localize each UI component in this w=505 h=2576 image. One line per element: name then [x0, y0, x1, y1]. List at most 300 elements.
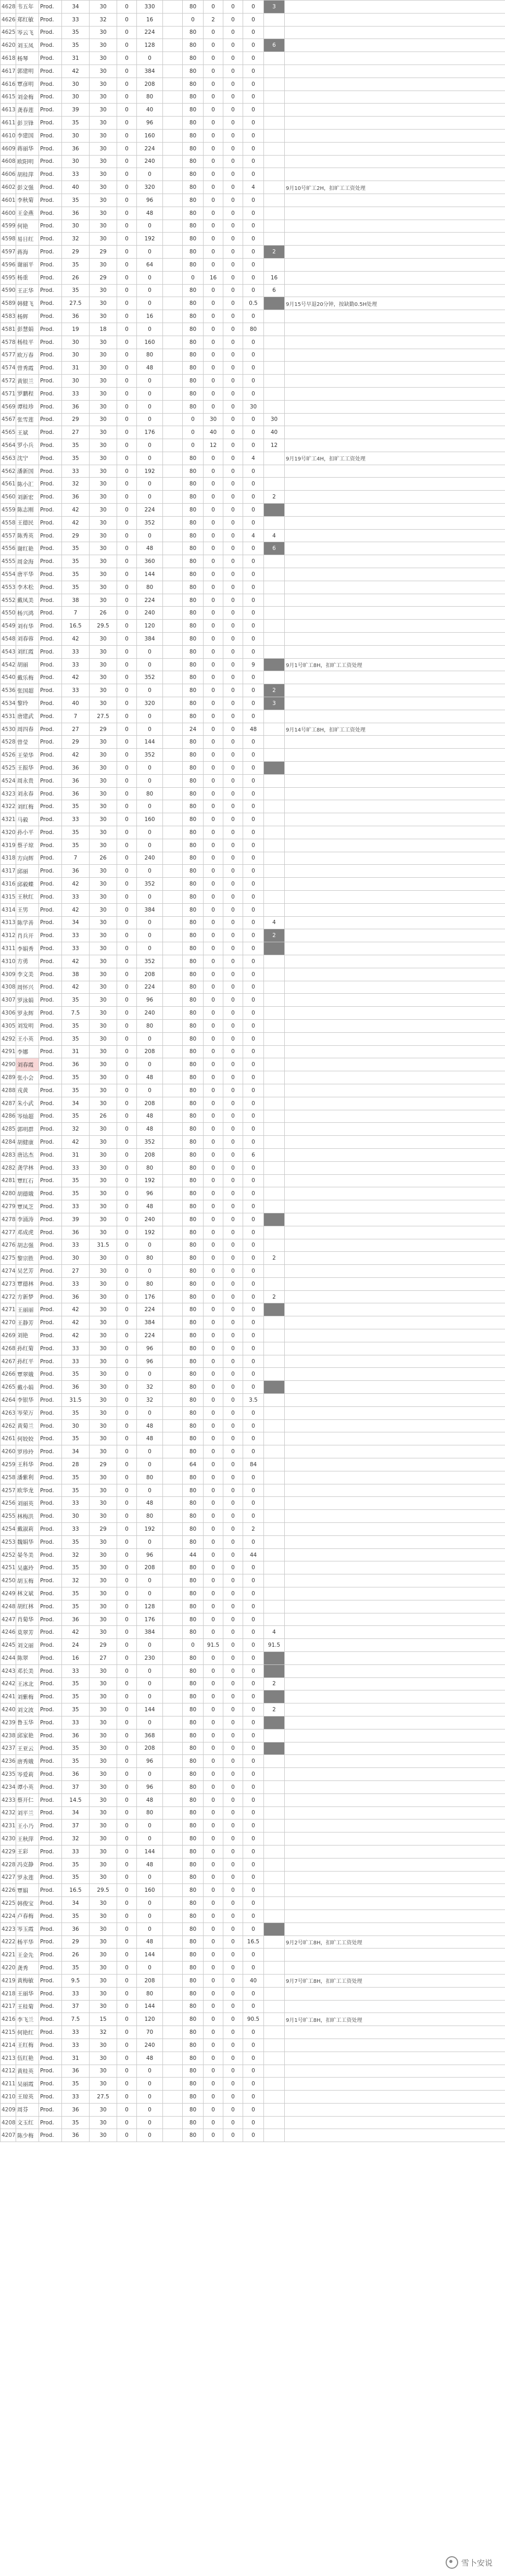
- table-cell[interactable]: 0: [204, 1858, 223, 1871]
- table-cell[interactable]: 0: [223, 1510, 243, 1523]
- table-cell[interactable]: 4278: [1, 1213, 16, 1226]
- table-cell[interactable]: 30: [90, 1019, 117, 1032]
- table-cell[interactable]: 30: [90, 1148, 117, 1161]
- table-cell[interactable]: 4525: [1, 762, 16, 775]
- table-cell[interactable]: 30: [90, 658, 117, 671]
- table-cell[interactable]: 0: [243, 155, 264, 168]
- table-cell[interactable]: [163, 65, 183, 78]
- table-cell[interactable]: 0: [117, 413, 137, 426]
- table-cell[interactable]: 0: [243, 1432, 264, 1445]
- table-cell[interactable]: [163, 620, 183, 633]
- table-cell[interactable]: 0: [117, 1071, 137, 1084]
- table-cell[interactable]: 4228: [1, 1858, 16, 1871]
- table-cell[interactable]: 4231: [1, 1819, 16, 1832]
- table-cell[interactable]: 48: [137, 542, 163, 555]
- table-cell[interactable]: 邱毅蝶: [16, 878, 39, 891]
- table-cell[interactable]: 0: [243, 1123, 264, 1136]
- table-cell[interactable]: [163, 1342, 183, 1355]
- table-cell[interactable]: [285, 233, 505, 246]
- table-cell[interactable]: 0: [117, 2039, 137, 2052]
- table-cell[interactable]: 4256: [1, 1497, 16, 1510]
- table-cell[interactable]: 6: [264, 284, 285, 297]
- table-cell[interactable]: Prod.: [39, 710, 62, 723]
- table-cell[interactable]: 80: [137, 1252, 163, 1265]
- table-cell[interactable]: [264, 1768, 285, 1781]
- table-cell[interactable]: 48: [137, 207, 163, 220]
- table-cell[interactable]: [163, 1032, 183, 1045]
- table-cell[interactable]: Prod.: [39, 336, 62, 349]
- table-cell[interactable]: [285, 1432, 505, 1445]
- table-cell[interactable]: 0: [204, 1226, 223, 1239]
- table-cell[interactable]: 80: [183, 1497, 204, 1510]
- table-cell[interactable]: [285, 852, 505, 865]
- table-cell[interactable]: 35: [62, 1703, 90, 1716]
- table-cell[interactable]: 80: [183, 1626, 204, 1639]
- table-cell[interactable]: 0: [137, 762, 163, 775]
- table-cell[interactable]: 0: [223, 310, 243, 323]
- table-cell[interactable]: 0: [137, 916, 163, 929]
- table-cell[interactable]: 80: [183, 1845, 204, 1858]
- table-cell[interactable]: 224: [137, 26, 163, 39]
- table-cell[interactable]: [163, 1252, 183, 1265]
- table-cell[interactable]: 谢红艳: [16, 542, 39, 555]
- table-cell[interactable]: [285, 1329, 505, 1342]
- table-cell[interactable]: [285, 1535, 505, 1548]
- table-cell[interactable]: 0: [243, 387, 264, 400]
- table-cell[interactable]: [264, 1871, 285, 1884]
- table-cell[interactable]: 30: [90, 942, 117, 955]
- table-cell[interactable]: 0: [117, 323, 137, 336]
- table-cell[interactable]: 0: [243, 271, 264, 284]
- table-cell[interactable]: [163, 594, 183, 607]
- table-cell[interactable]: 0: [204, 594, 223, 607]
- table-cell[interactable]: 0: [243, 929, 264, 942]
- table-cell[interactable]: 0: [243, 478, 264, 491]
- table-cell[interactable]: [264, 1471, 285, 1484]
- table-cell[interactable]: 陈学善: [16, 916, 39, 929]
- table-cell[interactable]: [163, 1780, 183, 1793]
- table-cell[interactable]: 0: [137, 1406, 163, 1419]
- table-cell[interactable]: 0: [204, 1329, 223, 1342]
- table-cell[interactable]: 0: [117, 1265, 137, 1278]
- table-cell[interactable]: [264, 207, 285, 220]
- table-cell[interactable]: 0: [204, 1535, 223, 1548]
- table-cell[interactable]: Prod.: [39, 117, 62, 130]
- table-cell[interactable]: Prod.: [39, 1845, 62, 1858]
- table-cell[interactable]: Prod.: [39, 400, 62, 413]
- table-cell[interactable]: [264, 1780, 285, 1793]
- table-cell[interactable]: 0: [223, 568, 243, 581]
- table-cell[interactable]: 0: [137, 723, 163, 736]
- table-cell[interactable]: Prod.: [39, 1355, 62, 1368]
- table-cell[interactable]: [285, 568, 505, 581]
- table-cell[interactable]: 0: [204, 1136, 223, 1149]
- table-cell[interactable]: Prod.: [39, 1742, 62, 1755]
- table-cell[interactable]: 0: [223, 581, 243, 594]
- table-cell[interactable]: 30: [90, 104, 117, 117]
- table-cell[interactable]: 0: [243, 1535, 264, 1548]
- table-cell[interactable]: 0: [204, 400, 223, 413]
- table-cell[interactable]: 0: [223, 736, 243, 749]
- table-cell[interactable]: 0: [183, 271, 204, 284]
- table-cell[interactable]: [264, 1987, 285, 2000]
- table-cell[interactable]: 0: [117, 1600, 137, 1613]
- table-cell[interactable]: 0: [204, 813, 223, 826]
- table-cell[interactable]: [163, 762, 183, 775]
- table-cell[interactable]: 42: [62, 1303, 90, 1316]
- table-cell[interactable]: 0: [243, 1574, 264, 1587]
- table-cell[interactable]: [264, 1510, 285, 1523]
- table-cell[interactable]: 0: [117, 491, 137, 504]
- table-cell[interactable]: [264, 2091, 285, 2104]
- table-cell[interactable]: 80: [183, 233, 204, 246]
- table-cell[interactable]: 李秋菊: [16, 194, 39, 207]
- table-cell[interactable]: [163, 684, 183, 697]
- table-cell[interactable]: 30: [90, 1174, 117, 1187]
- table-cell[interactable]: 0: [183, 439, 204, 452]
- table-cell[interactable]: [163, 2091, 183, 2104]
- table-cell[interactable]: 0: [117, 2129, 137, 2142]
- table-cell[interactable]: 0: [243, 620, 264, 633]
- table-cell[interactable]: 李建国: [16, 129, 39, 142]
- table-cell[interactable]: 80: [183, 594, 204, 607]
- table-cell[interactable]: 80: [183, 1071, 204, 1084]
- table-cell[interactable]: 4218: [1, 1987, 16, 2000]
- table-cell[interactable]: 4307: [1, 994, 16, 1007]
- table-cell[interactable]: [163, 375, 183, 388]
- table-cell[interactable]: 4235: [1, 1768, 16, 1781]
- table-cell[interactable]: Prod.: [39, 2013, 62, 2026]
- table-cell[interactable]: 马毅: [16, 813, 39, 826]
- table-cell[interactable]: 0: [204, 65, 223, 78]
- table-cell[interactable]: 0: [204, 684, 223, 697]
- table-cell[interactable]: 80: [183, 1858, 204, 1871]
- table-cell[interactable]: 44: [183, 1548, 204, 1561]
- table-cell[interactable]: 王正华: [16, 284, 39, 297]
- table-cell[interactable]: 4310: [1, 955, 16, 968]
- table-cell[interactable]: 0: [243, 2000, 264, 2013]
- table-cell[interactable]: 4628: [1, 1, 16, 14]
- table-cell[interactable]: 80: [183, 1471, 204, 1484]
- table-cell[interactable]: [163, 1174, 183, 1187]
- table-cell[interactable]: 胡红林: [16, 1600, 39, 1613]
- table-cell[interactable]: [264, 1962, 285, 1975]
- table-cell[interactable]: 4214: [1, 2039, 16, 2052]
- table-cell[interactable]: [285, 1716, 505, 1729]
- table-cell[interactable]: 144: [137, 568, 163, 581]
- table-cell[interactable]: 0: [204, 1123, 223, 1136]
- table-cell[interactable]: [163, 1303, 183, 1316]
- table-cell[interactable]: [264, 1729, 285, 1742]
- table-cell[interactable]: 0: [223, 1484, 243, 1497]
- table-cell[interactable]: 0: [204, 246, 223, 259]
- table-cell[interactable]: 80: [183, 555, 204, 568]
- table-cell[interactable]: Prod.: [39, 1923, 62, 1936]
- table-cell[interactable]: 0: [117, 1884, 137, 1897]
- table-cell[interactable]: [285, 39, 505, 52]
- table-cell[interactable]: 35: [62, 1071, 90, 1084]
- table-cell[interactable]: 4247: [1, 1613, 16, 1626]
- table-cell[interactable]: 0: [223, 1858, 243, 1871]
- table-cell[interactable]: 80: [183, 1, 204, 14]
- table-cell[interactable]: 覃德林: [16, 1277, 39, 1290]
- table-cell[interactable]: [264, 1161, 285, 1174]
- table-cell[interactable]: [285, 1484, 505, 1497]
- table-cell[interactable]: Prod.: [39, 375, 62, 388]
- table-cell[interactable]: 3: [264, 697, 285, 710]
- table-cell[interactable]: [285, 1458, 505, 1471]
- table-cell[interactable]: [285, 1884, 505, 1897]
- table-cell[interactable]: 42: [62, 1329, 90, 1342]
- table-cell[interactable]: [163, 491, 183, 504]
- table-cell[interactable]: [264, 1974, 285, 1987]
- table-cell[interactable]: Prod.: [39, 762, 62, 775]
- table-cell[interactable]: 30: [90, 1342, 117, 1355]
- table-cell[interactable]: [163, 1742, 183, 1755]
- table-cell[interactable]: 戴淑莉: [16, 1523, 39, 1536]
- table-cell[interactable]: 0: [243, 1097, 264, 1110]
- table-cell[interactable]: 0: [243, 1045, 264, 1058]
- table-cell[interactable]: 肖菊华: [16, 1613, 39, 1626]
- table-cell[interactable]: [163, 400, 183, 413]
- table-cell[interactable]: Prod.: [39, 1213, 62, 1226]
- table-cell[interactable]: [264, 903, 285, 916]
- table-cell[interactable]: [285, 1123, 505, 1136]
- table-cell[interactable]: 0: [243, 1949, 264, 1962]
- table-cell[interactable]: [285, 1368, 505, 1381]
- table-cell[interactable]: 42: [62, 981, 90, 994]
- table-cell[interactable]: 192: [137, 465, 163, 478]
- table-cell[interactable]: 30: [90, 1768, 117, 1781]
- table-cell[interactable]: 0: [137, 800, 163, 813]
- table-cell[interactable]: [264, 852, 285, 865]
- table-cell[interactable]: [264, 1884, 285, 1897]
- table-cell[interactable]: 0: [223, 1355, 243, 1368]
- table-cell[interactable]: 80: [183, 1265, 204, 1278]
- table-cell[interactable]: 26: [90, 852, 117, 865]
- table-cell[interactable]: 4306: [1, 1007, 16, 1020]
- table-cell[interactable]: 0: [223, 426, 243, 439]
- table-cell[interactable]: 0: [117, 1832, 137, 1846]
- table-cell[interactable]: 0: [223, 852, 243, 865]
- table-cell[interactable]: 208: [137, 1974, 163, 1987]
- table-cell[interactable]: 李文美: [16, 968, 39, 981]
- table-cell[interactable]: [285, 1110, 505, 1123]
- table-cell[interactable]: [163, 942, 183, 955]
- table-cell[interactable]: 0: [243, 671, 264, 684]
- table-cell[interactable]: Prod.: [39, 2129, 62, 2142]
- table-cell[interactable]: [264, 994, 285, 1007]
- table-cell[interactable]: 30: [90, 994, 117, 1007]
- table-cell[interactable]: 0: [243, 1290, 264, 1303]
- table-cell[interactable]: 何艳: [16, 220, 39, 233]
- table-cell[interactable]: 144: [137, 736, 163, 749]
- table-cell[interactable]: [264, 1110, 285, 1123]
- table-cell[interactable]: 27.5: [62, 297, 90, 310]
- table-cell[interactable]: [163, 194, 183, 207]
- table-cell[interactable]: 35: [62, 1587, 90, 1600]
- table-cell[interactable]: 30: [62, 375, 90, 388]
- table-cell[interactable]: [264, 1019, 285, 1032]
- table-cell[interactable]: [285, 142, 505, 155]
- table-cell[interactable]: 33: [62, 1355, 90, 1368]
- table-cell[interactable]: 4222: [1, 1936, 16, 1949]
- table-cell[interactable]: 80: [183, 826, 204, 839]
- table-cell[interactable]: [285, 2052, 505, 2065]
- table-cell[interactable]: 4251: [1, 1561, 16, 1574]
- table-cell[interactable]: 0: [117, 13, 137, 26]
- table-cell[interactable]: 0: [223, 1187, 243, 1200]
- table-cell[interactable]: 0: [137, 1084, 163, 1097]
- table-cell[interactable]: [163, 91, 183, 104]
- table-cell[interactable]: [264, 1148, 285, 1161]
- table-cell[interactable]: 4244: [1, 1652, 16, 1665]
- table-cell[interactable]: [264, 581, 285, 594]
- table-cell[interactable]: 16: [204, 271, 223, 284]
- table-cell[interactable]: 30: [90, 1510, 117, 1523]
- table-cell[interactable]: [163, 1316, 183, 1329]
- table-cell[interactable]: 30: [90, 2000, 117, 2013]
- table-cell[interactable]: 30: [90, 916, 117, 929]
- table-cell[interactable]: 0: [243, 142, 264, 155]
- table-cell[interactable]: 4613: [1, 104, 16, 117]
- table-cell[interactable]: 80: [183, 336, 204, 349]
- table-cell[interactable]: 0: [204, 981, 223, 994]
- table-cell[interactable]: Prod.: [39, 1832, 62, 1846]
- table-cell[interactable]: [163, 1226, 183, 1239]
- table-cell[interactable]: 4292: [1, 1032, 16, 1045]
- table-cell[interactable]: 0: [117, 2000, 137, 2013]
- table-cell[interactable]: 0: [117, 981, 137, 994]
- table-cell[interactable]: 0: [243, 839, 264, 852]
- table-cell[interactable]: 0: [243, 1084, 264, 1097]
- table-cell[interactable]: 36: [62, 774, 90, 787]
- table-cell[interactable]: 29: [90, 271, 117, 284]
- table-cell[interactable]: [163, 2078, 183, 2091]
- table-cell[interactable]: 0: [223, 710, 243, 723]
- table-cell[interactable]: 0: [243, 1329, 264, 1342]
- table-cell[interactable]: 0: [117, 1664, 137, 1677]
- table-cell[interactable]: [285, 349, 505, 362]
- table-cell[interactable]: 144: [137, 1703, 163, 1716]
- table-cell[interactable]: 0: [204, 1484, 223, 1497]
- table-cell[interactable]: 0: [223, 1419, 243, 1432]
- table-cell[interactable]: 4226: [1, 1884, 16, 1897]
- table-cell[interactable]: 42: [62, 955, 90, 968]
- table-cell[interactable]: 80: [183, 671, 204, 684]
- table-cell[interactable]: 0: [243, 826, 264, 839]
- table-cell[interactable]: 80: [183, 2091, 204, 2104]
- table-cell[interactable]: 80: [183, 220, 204, 233]
- table-cell[interactable]: 0: [223, 1458, 243, 1471]
- table-cell[interactable]: [264, 1600, 285, 1613]
- table-cell[interactable]: 35: [62, 1909, 90, 1923]
- table-cell[interactable]: 26: [62, 271, 90, 284]
- table-cell[interactable]: 0: [223, 1019, 243, 1032]
- table-cell[interactable]: 0: [223, 181, 243, 194]
- table-cell[interactable]: 30: [90, 813, 117, 826]
- table-cell[interactable]: [285, 220, 505, 233]
- table-cell[interactable]: 4562: [1, 465, 16, 478]
- table-cell[interactable]: 30: [90, 955, 117, 968]
- table-cell[interactable]: 0: [204, 568, 223, 581]
- table-cell[interactable]: 0: [204, 878, 223, 891]
- table-cell[interactable]: [163, 2000, 183, 2013]
- table-cell[interactable]: [163, 155, 183, 168]
- table-cell[interactable]: 33: [62, 929, 90, 942]
- table-cell[interactable]: 80: [183, 465, 204, 478]
- table-cell[interactable]: [163, 658, 183, 671]
- table-cell[interactable]: [264, 65, 285, 78]
- table-cell[interactable]: 0: [223, 2091, 243, 2104]
- table-cell[interactable]: 26: [90, 1110, 117, 1123]
- table-cell[interactable]: 0: [223, 1136, 243, 1149]
- table-cell[interactable]: 35: [62, 258, 90, 271]
- table-cell[interactable]: 4208: [1, 2116, 16, 2129]
- table-cell[interactable]: 胡健康: [16, 1136, 39, 1149]
- table-cell[interactable]: 0: [204, 1806, 223, 1819]
- table-cell[interactable]: 80: [183, 2103, 204, 2116]
- table-cell[interactable]: 0: [223, 1084, 243, 1097]
- table-cell[interactable]: [163, 2013, 183, 2026]
- table-cell[interactable]: 30: [90, 297, 117, 310]
- table-cell[interactable]: [264, 1058, 285, 1071]
- table-cell[interactable]: 0: [204, 142, 223, 155]
- table-cell[interactable]: [163, 774, 183, 787]
- table-cell[interactable]: 0: [204, 1, 223, 14]
- table-cell[interactable]: 0: [243, 1226, 264, 1239]
- table-cell[interactable]: 352: [137, 955, 163, 968]
- table-cell[interactable]: 80: [183, 607, 204, 620]
- table-cell[interactable]: 0: [117, 994, 137, 1007]
- table-cell[interactable]: 80: [137, 91, 163, 104]
- table-cell[interactable]: 0: [204, 168, 223, 181]
- table-cell[interactable]: [264, 1406, 285, 1419]
- table-cell[interactable]: 0: [204, 1252, 223, 1265]
- table-cell[interactable]: 80: [183, 1394, 204, 1407]
- table-cell[interactable]: 0: [204, 1497, 223, 1510]
- table-cell[interactable]: 80: [183, 1962, 204, 1975]
- table-cell[interactable]: 罗小兵: [16, 439, 39, 452]
- table-cell[interactable]: [285, 645, 505, 658]
- table-cell[interactable]: 0: [117, 310, 137, 323]
- table-cell[interactable]: [163, 117, 183, 130]
- table-cell[interactable]: 0: [204, 903, 223, 916]
- table-cell[interactable]: 4289: [1, 1071, 16, 1084]
- table-cell[interactable]: [163, 1368, 183, 1381]
- table-cell[interactable]: 208: [137, 1045, 163, 1058]
- table-cell[interactable]: 80: [183, 684, 204, 697]
- table-cell[interactable]: 0: [204, 1561, 223, 1574]
- table-cell[interactable]: 208: [137, 1148, 163, 1161]
- table-cell[interactable]: 0: [243, 1832, 264, 1846]
- table-cell[interactable]: Prod.: [39, 903, 62, 916]
- table-cell[interactable]: 0: [223, 1213, 243, 1226]
- table-cell[interactable]: 176: [137, 1613, 163, 1626]
- table-cell[interactable]: [285, 1832, 505, 1846]
- table-cell[interactable]: 0: [223, 1432, 243, 1445]
- table-cell[interactable]: [285, 826, 505, 839]
- table-cell[interactable]: 0: [117, 478, 137, 491]
- table-cell[interactable]: 30: [90, 774, 117, 787]
- table-cell[interactable]: 4233: [1, 1793, 16, 1806]
- table-cell[interactable]: 0: [243, 310, 264, 323]
- table-cell[interactable]: [264, 2065, 285, 2078]
- table-cell[interactable]: 0: [223, 1845, 243, 1858]
- table-cell[interactable]: [163, 800, 183, 813]
- table-cell[interactable]: [285, 1561, 505, 1574]
- table-cell[interactable]: 4280: [1, 1187, 16, 1200]
